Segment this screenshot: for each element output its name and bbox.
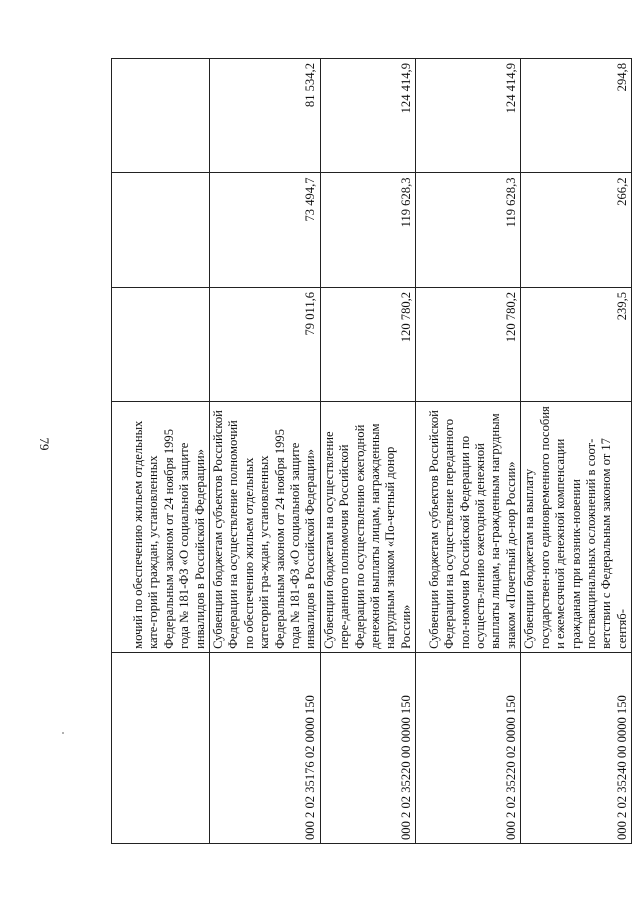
scan-artifact-dot: [62, 732, 64, 734]
value-cell-year3: 124 414,9: [416, 59, 521, 173]
budget-table-rotated: [111, 58, 629, 844]
budget-code-cell: 000 2 02 35176 02 0000 150: [210, 652, 321, 843]
budget-code-cell: 000 2 02 35240 00 0000 150: [521, 652, 632, 843]
value-cell-year3: 294,8: [521, 59, 632, 173]
value-cell-year1: 120 780,2: [320, 287, 415, 401]
value-cell-year1: [112, 287, 210, 401]
value-cell-year1: 239,5: [521, 287, 632, 401]
value-cell-year3: 81 534,2: [210, 59, 321, 173]
table-row: [416, 59, 521, 844]
description-cell: Субвенции бюджетам субъектов Российской Федерации на осуществление полномочий по обеспечению жильем отдельных категорий гра-ждан, установленных Федеральным законом от 24 ноября 1995 года № 181-ФЗ «О социальной защите инвалидов в Российской Федерации»: [210, 402, 321, 653]
budget-code-cell: [112, 652, 210, 843]
description-cell: мочий по обеспечению жильем отдельных кате-горий граждан, установленных Федеральным законом от 24 ноября 1995 года № 181-ФЗ «О социальной защите инвалидов в Российской Федерации»: [112, 402, 210, 653]
value-cell-year2: 73 494,7: [210, 173, 321, 287]
description-cell: Субвенции бюджетам субъектов Российской Федерации на осуществление переданного пол-номочия Российской Федерации по осуществ-лению ежегодной денежной выплаты лицам, на-гражденным нагрудным знаком «Почетный до-нор России»: [416, 402, 521, 653]
table-row: [210, 59, 321, 844]
value-cell-year3: 124 414,9: [320, 59, 415, 173]
value-cell-year2: 266,2: [521, 173, 632, 287]
value-cell-year1: 120 780,2: [416, 287, 521, 401]
value-cell-year3: [112, 59, 210, 173]
budget-table: [111, 58, 632, 844]
value-cell-year2: [112, 173, 210, 287]
table-row: [112, 59, 210, 844]
page-number: 79: [37, 437, 52, 451]
value-cell-year1: 79 011,6: [210, 287, 321, 401]
table-row: [521, 59, 632, 844]
budget-code-cell: 000 2 02 35220 02 0000 150: [416, 652, 521, 843]
value-cell-year2: 119 628,3: [416, 173, 521, 287]
table-row: [320, 59, 415, 844]
description-cell: Субвенции бюджетам на выплату государствен-ного единовременного пособия и ежемесячной денежной компенсации гражданам при возник-новении поствакцинальных осложнений в соот-ветствии с Федеральным законом от 17 сентяб-: [521, 402, 632, 653]
budget-code-cell: 000 2 02 35220 00 0000 150: [320, 652, 415, 843]
value-cell-year2: 119 628,3: [320, 173, 415, 287]
description-cell: Субвенции бюджетам на осуществление пере-данного полномочия Российской Федерации по осуществлению ежегодной денежной выплаты лицам, награжденным нагрудным знаком «По-четный донор России»: [320, 402, 415, 653]
